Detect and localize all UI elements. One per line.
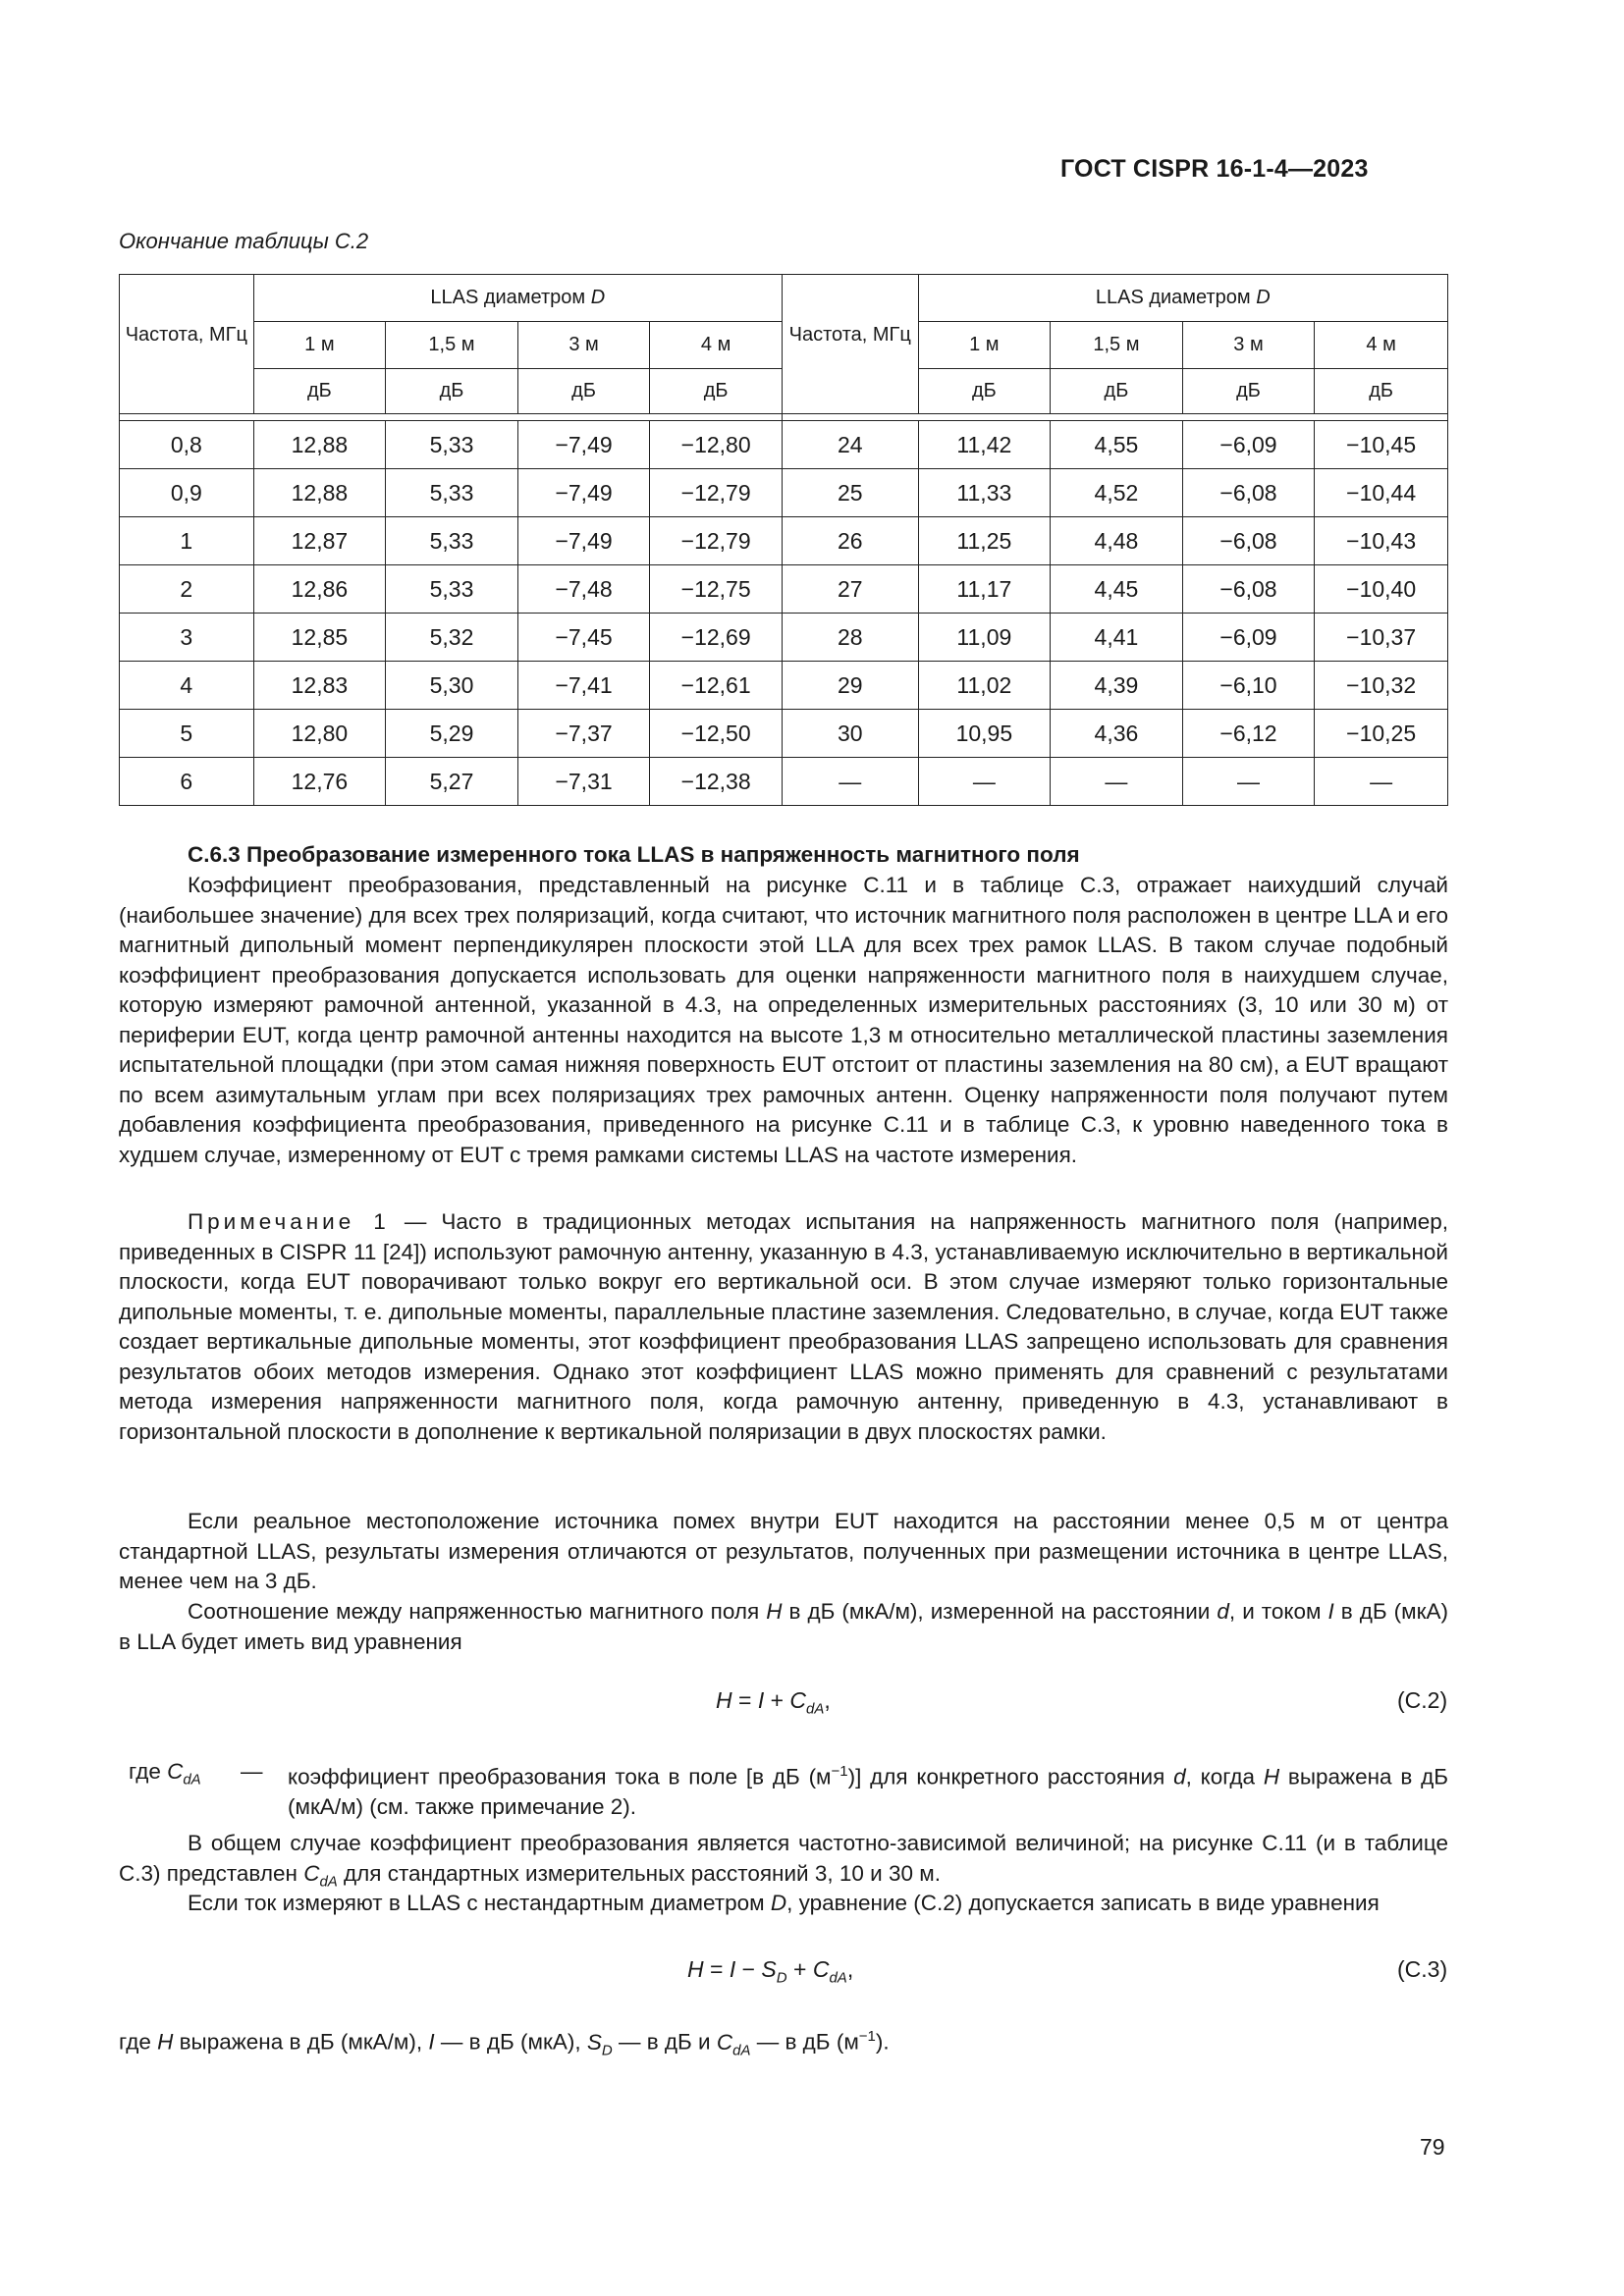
equation-c2: $H = I + C_{dA}$,: [716, 1687, 831, 1718]
table-cell: 5,33: [386, 469, 518, 517]
table-cell: 12,88: [253, 469, 386, 517]
table-cell: 4,55: [1051, 421, 1183, 469]
table-cell: −6,12: [1182, 710, 1315, 758]
table-cell: 11,02: [918, 662, 1051, 710]
table-cell: 12,76: [253, 758, 386, 806]
note-1: [119, 1207, 1448, 1447]
table-cell: −10,25: [1315, 710, 1448, 758]
page-number: 79: [1420, 2134, 1445, 2160]
table-cell: —: [782, 758, 918, 806]
diameter-header-left: 3 м: [517, 322, 650, 369]
frequency-table: [119, 274, 1448, 806]
table-cell: 0,9: [120, 469, 254, 517]
table-cell: 5,32: [386, 614, 518, 662]
paragraph-conversion-factor: Коэффициент преобразования, представленный на рисунке С.11 и в таблице С.3, отражает наихудший случай (наибольшее значение) для всех трех поляризаций, когда считают, что источник магнитного поля расположен в центре LLA и его магнитный дипольный момент перпендикулярен плоскости этой LLA для всех трех рамок LLAS. В таком случае подобный коэффициент преобразования допускается использовать для оценки напряженности магнитного поля в наихудшем случае, которую измеряют рамочной антенной, указанной в 4.3, на определенных измерительных расстояниях (3, 10 или 30 м) от периферии EUT, когда центр рамочной антенны находится на высоте 1,3 м относительно металлической пластины заземления испытательной площадки (при этом самая нижняя поверхность EUT отстоит от пластины заземления на 80 см), а EUT вращают по всем азимутальным углам при всех поляризациях трех рамочных антенн. Оценку напряженности поля получают путем добавления коэффициента преобразования, приведенного на рисунке С.11 и в таблице С.3, к уровню наведенного тока в худшем случае, измеренному от EUT с тремя рамками системы LLAS на частоте измерения.: [119, 873, 1448, 1167]
table-cell: 12,80: [253, 710, 386, 758]
table-cell: —: [1182, 758, 1315, 806]
table-cell: 27: [782, 565, 918, 614]
table-row: [120, 565, 1448, 614]
table-cell: 11,17: [918, 565, 1051, 614]
table-cell: 5,27: [386, 758, 518, 806]
table-cell: 4,52: [1051, 469, 1183, 517]
unit-header-left: дБ: [517, 369, 650, 414]
table-cell: —: [1051, 758, 1183, 806]
table-row: [120, 421, 1448, 469]
table-cell: −10,40: [1315, 565, 1448, 614]
unit-header-left: дБ: [253, 369, 386, 414]
table-cell: −6,10: [1182, 662, 1315, 710]
table-cell: 5,33: [386, 517, 518, 565]
paragraph-frequency-dependent: В общем случае коэффициент преобразования является частотно-зависимой величиной; на рисунке С.11 (и в таблице С.3) представлен $C_{dA}$ для стандартных измерительных расстояний 3, 10 и 30 м.: [119, 1831, 1448, 1890]
table-cell: −7,45: [517, 614, 650, 662]
table-cell: 4,45: [1051, 565, 1183, 614]
table-cell: −7,31: [517, 758, 650, 806]
table-cell: 6: [120, 758, 254, 806]
table-cell: 12,83: [253, 662, 386, 710]
table-cell: 0,8: [120, 421, 254, 469]
diameter-header-right: 1,5 м: [1051, 322, 1183, 369]
table-cell: −12,80: [650, 421, 783, 469]
table-cell: 26: [782, 517, 918, 565]
table-row: [120, 758, 1448, 806]
table-cell: 12,86: [253, 565, 386, 614]
table-cell: −12,50: [650, 710, 783, 758]
table-cell: 5,33: [386, 565, 518, 614]
table-cell: −6,09: [1182, 421, 1315, 469]
table-cell: 11,25: [918, 517, 1051, 565]
table-row: [120, 469, 1448, 517]
table-cell: −7,48: [517, 565, 650, 614]
note-text: — Часто в традиционных методах испытания на напряженность магнитного поля (например, приведенных в CISPR 11 [24]) используют рамочную антенну, указанную в 4.3, устанавливаемую исключительно в вертикальной плоскости, когда EUT поворачивают только вокруг его вертикальной оси. В этом случае измеряют только горизонтальные дипольные моменты, т. е. дипольные моменты, параллельные пластине заземления. Следовательно, в случае, когда EUT также создает вертикальные дипольные моменты, этот коэффициент преобразования LLAS запрещено использовать для сравнения результатов обоих методов измерения. Однако этот коэффициент LLAS можно применять для сравнений с результатами метода измерения напряженности магнитного поля, когда рамочную антенну, приведенную в 4.3, устанавливают в горизонтальной плоскости в дополнение к вертикальной поляризации в двух плоскостях рамки.: [119, 1209, 1448, 1444]
table-cell: −10,43: [1315, 517, 1448, 565]
table-cell: 28: [782, 614, 918, 662]
table-cell: 11,33: [918, 469, 1051, 517]
table-cell: 12,88: [253, 421, 386, 469]
table-cell: 12,87: [253, 517, 386, 565]
table-cell: −7,37: [517, 710, 650, 758]
table-cell: −7,41: [517, 662, 650, 710]
table-cell: −12,61: [650, 662, 783, 710]
table-cell: −6,08: [1182, 565, 1315, 614]
table-cell: 4,41: [1051, 614, 1183, 662]
table-row: [120, 614, 1448, 662]
table-cell: −12,38: [650, 758, 783, 806]
section-title: С.6.3 Преобразование измеренного тока LLAS в напряженность магнитного поля: [188, 842, 1080, 867]
table-cell: −10,44: [1315, 469, 1448, 517]
diameter-group-header-right: LLAS диаметром D: [918, 275, 1447, 322]
table-cell: 30: [782, 710, 918, 758]
table-cell: 5,30: [386, 662, 518, 710]
table-cell: 1: [120, 517, 254, 565]
table-cell: 4: [120, 662, 254, 710]
table-cell: −12,75: [650, 565, 783, 614]
table-cell: 24: [782, 421, 918, 469]
unit-header-right: дБ: [1315, 369, 1448, 414]
table-cell: −6,09: [1182, 614, 1315, 662]
diameter-header-left: 4 м: [650, 322, 783, 369]
table-cell: 11,09: [918, 614, 1051, 662]
table-row: [120, 517, 1448, 565]
table-cell: 2: [120, 565, 254, 614]
table-cell: −6,08: [1182, 469, 1315, 517]
table-row: [120, 662, 1448, 710]
where-label: где $C_{dA}$: [129, 1759, 201, 1789]
note-label: Примечание 1: [188, 1209, 390, 1234]
table-cell: −12,69: [650, 614, 783, 662]
diameter-group-header-left: LLAS диаметром D: [253, 275, 782, 322]
table-cell: 29: [782, 662, 918, 710]
table-cell: −12,79: [650, 517, 783, 565]
paragraph-nonstandard-diameter: Если ток измеряют в LLAS с нестандартным диаметром D, уравнение (С.2) допускается записать в виде уравнения: [188, 1891, 1380, 1915]
table-cell: 10,95: [918, 710, 1051, 758]
table-cell: 4,48: [1051, 517, 1183, 565]
table-cell: −6,08: [1182, 517, 1315, 565]
equation-number-c2: (С.2): [1397, 1687, 1448, 1713]
table-cell: 5,29: [386, 710, 518, 758]
table-cell: −7,49: [517, 517, 650, 565]
diameter-header-right: 3 м: [1182, 322, 1315, 369]
diameter-header-left: 1,5 м: [386, 322, 518, 369]
table-cell: −7,49: [517, 469, 650, 517]
table-cell: 3: [120, 614, 254, 662]
unit-header-right: дБ: [918, 369, 1051, 414]
table-row: [120, 710, 1448, 758]
unit-header-right: дБ: [1182, 369, 1315, 414]
freq-header-right: Частота, МГц: [782, 275, 918, 414]
table-cell: −12,79: [650, 469, 783, 517]
table-cell: 4,39: [1051, 662, 1183, 710]
diameter-header-left: 1 м: [253, 322, 386, 369]
equation-c3: $H = I - S_D + C_{dA}$,: [687, 1956, 854, 1987]
where-dash: —: [241, 1759, 263, 1784]
unit-header-right: дБ: [1051, 369, 1183, 414]
document-standard-header: ГОСТ CISPR 16-1-4—2023: [1060, 155, 1369, 183]
table-cell: −10,37: [1315, 614, 1448, 662]
table-cell: 25: [782, 469, 918, 517]
paragraph-relation: Соотношение между напряженностью магнитного поля H в дБ (мкА/м), измеренной на расстоянии d, и током I в дБ (мкА) в LLA будет иметь вид уравнения: [119, 1599, 1448, 1654]
table-cell: −10,32: [1315, 662, 1448, 710]
table-cell: 12,85: [253, 614, 386, 662]
table-cell: −10,45: [1315, 421, 1448, 469]
table-cell: —: [1315, 758, 1448, 806]
diameter-header-right: 1 м: [918, 322, 1051, 369]
unit-header-left: дБ: [386, 369, 518, 414]
table-cell: —: [918, 758, 1051, 806]
freq-header-left: Частота, МГц: [120, 275, 254, 414]
diameter-header-right: 4 м: [1315, 322, 1448, 369]
table-cell: 4,36: [1051, 710, 1183, 758]
table-cell: 5,33: [386, 421, 518, 469]
unit-header-left: дБ: [650, 369, 783, 414]
table-cell: 5: [120, 710, 254, 758]
paragraph-source-location: Если реальное местоположение источника помех внутри EUT находится на расстоянии менее 0,5 м от центра стандартной LLAS, результаты измерения отличаются от результатов, полученных при размещении источника в центре LLAS, менее чем на 3 дБ.: [119, 1509, 1448, 1593]
paragraph-units: где H выражена в дБ (мкА/м), I — в дБ (мкА), $S_D$ — в дБ и $C_{dA}$ — в дБ $(м^{-1})$.: [119, 2028, 890, 2058]
table-cell: −7,49: [517, 421, 650, 469]
table-cell: 11,42: [918, 421, 1051, 469]
where-definition: коэффициент преобразования тока в поле [в дБ $(м^{-1})$] для конкретного расстояния d, когда H выражена в дБ (мкА/м) (см. также примечание 2).: [288, 1763, 1448, 1819]
table-caption: Окончание таблицы С.2: [119, 229, 369, 253]
equation-number-c3: (С.3): [1397, 1956, 1448, 1982]
